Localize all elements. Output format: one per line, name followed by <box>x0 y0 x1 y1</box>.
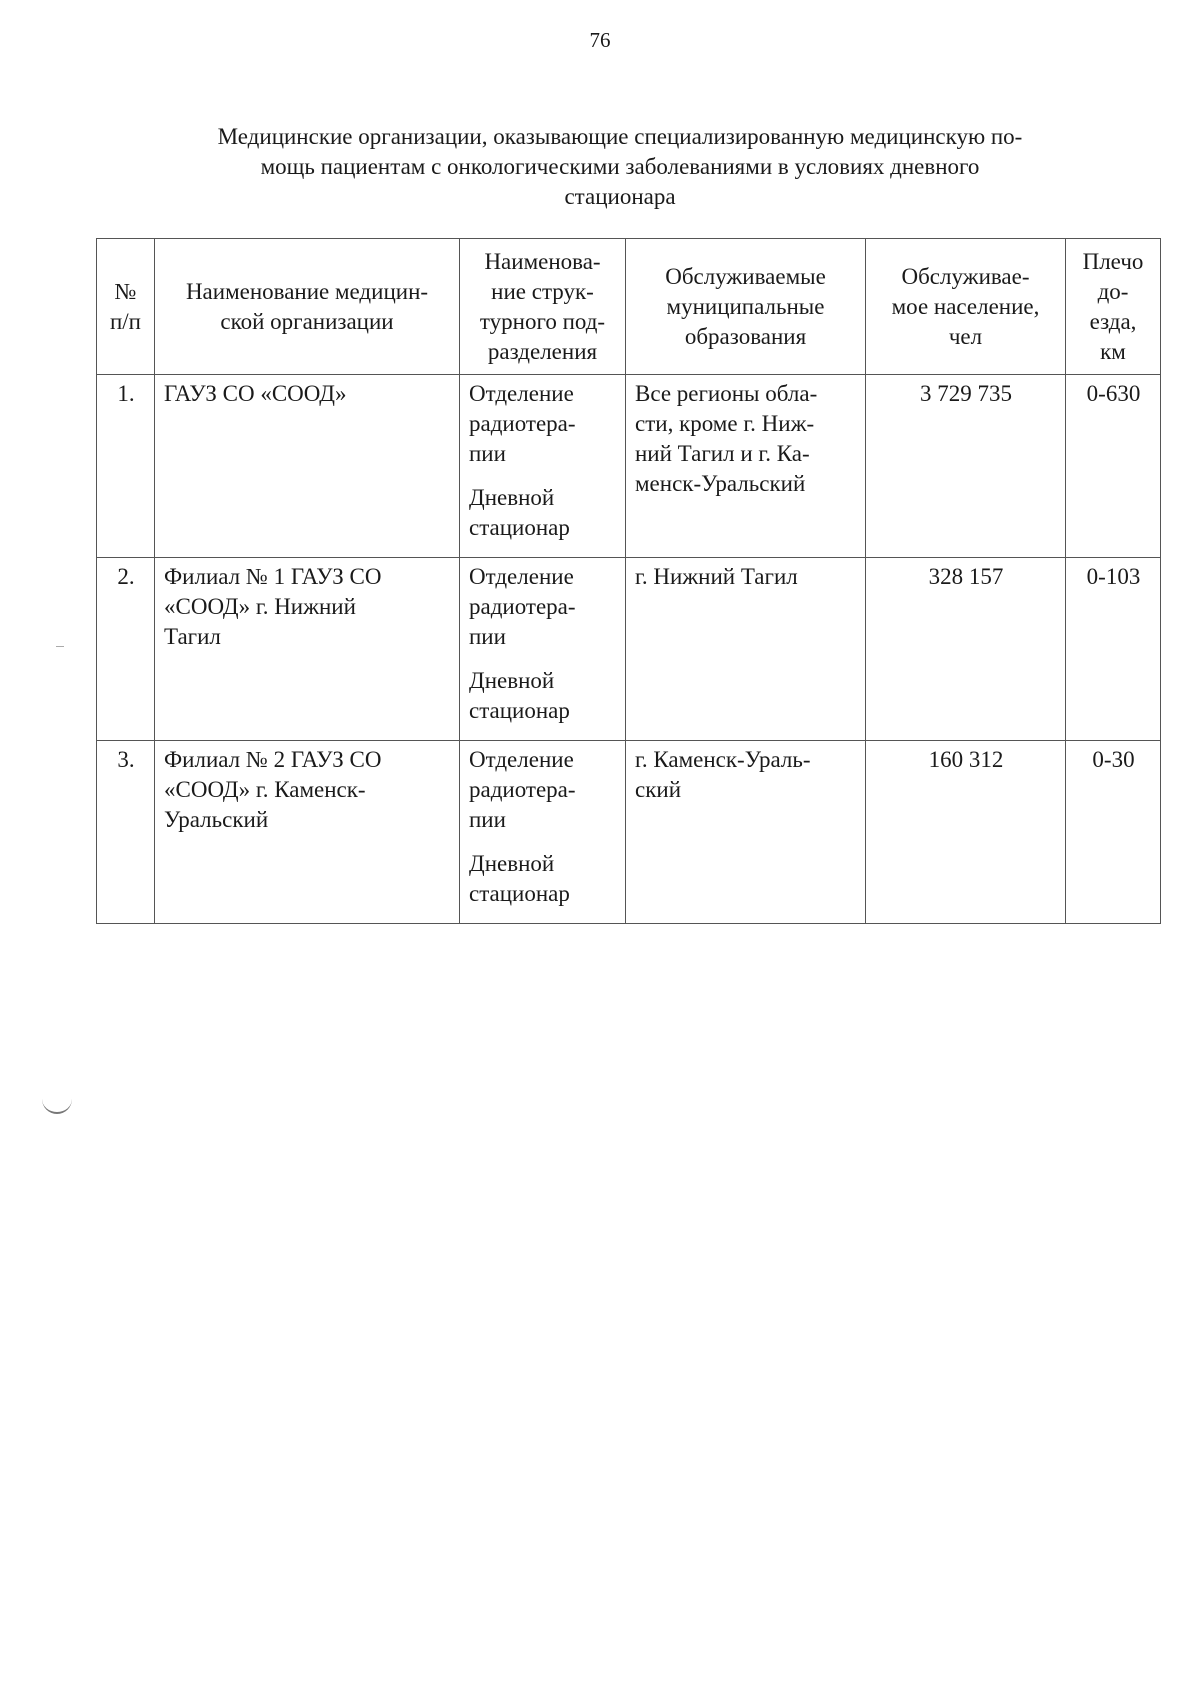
title-line: мощь пациентам с онкологическими заболеваниями в условиях дневного <box>260 154 980 179</box>
document-title <box>180 122 1060 212</box>
row-number: 1. <box>97 375 155 558</box>
table-row <box>97 558 1161 741</box>
served-municipalities: г. Каменск-Ураль- ский <box>626 741 866 924</box>
row-number: 2. <box>97 558 155 741</box>
scan-curve-mark <box>42 1098 72 1114</box>
structural-unit: Отделение радиотера- пии Дневной стационар <box>460 375 626 558</box>
served-population: 328 157 <box>866 558 1066 741</box>
header-population: Обслуживае- мое население, чел <box>866 239 1066 375</box>
served-municipalities: Все регионы обла- сти, кроме г. Ниж- ний Тагил и г. Ка- менск-Уральский <box>626 375 866 558</box>
organization-name: ГАУЗ СО «СООД» <box>155 375 460 558</box>
organization-name: Филиал № 2 ГАУЗ СО «СООД» г. Каменск- Уральский <box>155 741 460 924</box>
organizations-table <box>96 238 1161 924</box>
structural-unit: Отделение радиотера- пии Дневной стационар <box>460 741 626 924</box>
row-number: 3. <box>97 741 155 924</box>
header-number: № п/п <box>97 239 155 375</box>
travel-distance: 0-103 <box>1066 558 1161 741</box>
table-row <box>97 375 1161 558</box>
header-organization: Наименование медицин- ской организации <box>155 239 460 375</box>
title-line: Медицинские организации, оказывающие специализированную медицинскую по- <box>217 124 1023 149</box>
header-unit: Наименова- ние струк- турного под- разделения <box>460 239 626 375</box>
header-municipalities: Обслуживаемые муниципальные образования <box>626 239 866 375</box>
header-distance: Плечо до- езда, км <box>1066 239 1161 375</box>
served-population: 3 729 735 <box>866 375 1066 558</box>
scan-dash-mark <box>56 646 64 647</box>
organization-name: Филиал № 1 ГАУЗ СО «СООД» г. Нижний Тагил <box>155 558 460 741</box>
title-line: стационара <box>564 184 676 209</box>
served-population: 160 312 <box>866 741 1066 924</box>
table-row <box>97 741 1161 924</box>
table-header-row <box>97 239 1161 375</box>
travel-distance: 0-30 <box>1066 741 1161 924</box>
served-municipalities: г. Нижний Тагил <box>626 558 866 741</box>
page-number: 76 <box>589 28 611 52</box>
structural-unit: Отделение радиотера- пии Дневной стационар <box>460 558 626 741</box>
travel-distance: 0-630 <box>1066 375 1161 558</box>
